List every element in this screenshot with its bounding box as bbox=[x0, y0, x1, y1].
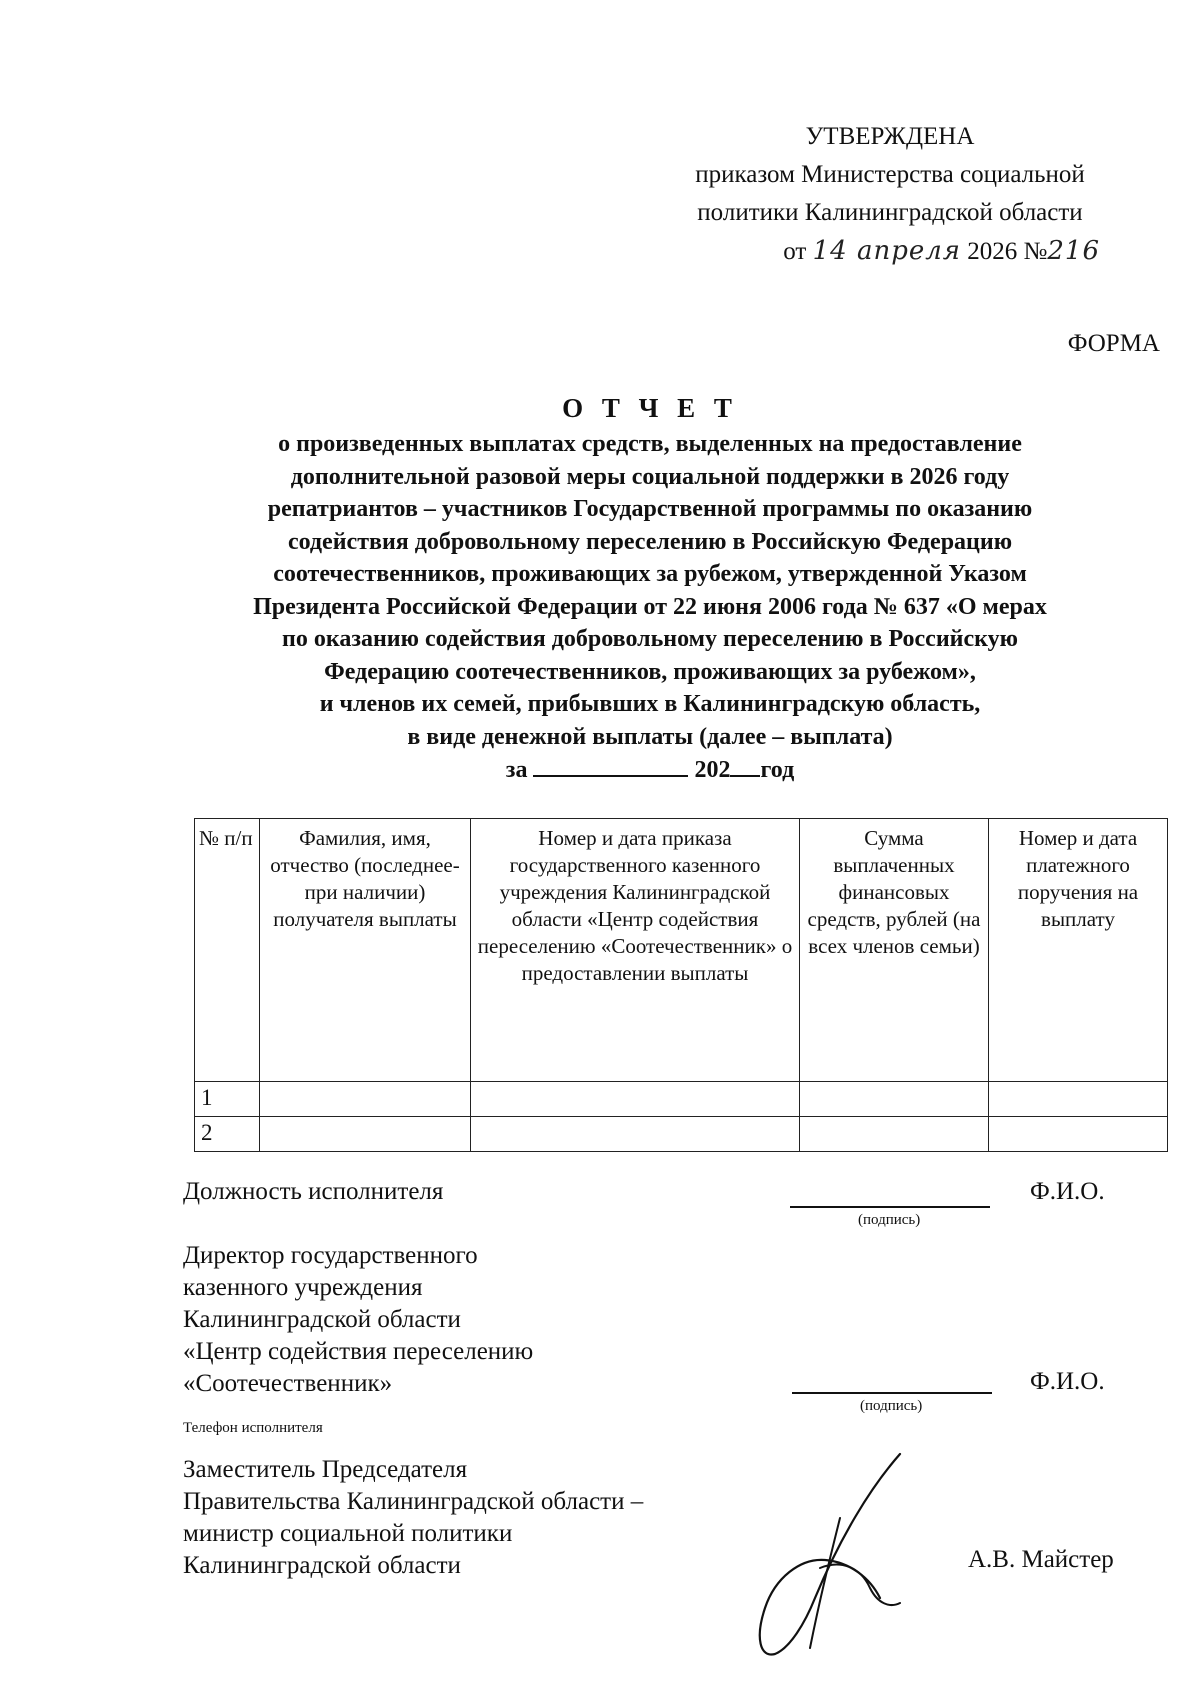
header-number: № п/п bbox=[195, 819, 260, 1082]
period-suffix: год bbox=[760, 757, 795, 783]
period-prefix: за bbox=[505, 757, 528, 783]
approval-heading: УТВЕРЖДЕНА bbox=[805, 123, 975, 150]
executor-position: Должность исполнителя bbox=[183, 1178, 444, 1205]
director-signature-caption: (подпись) bbox=[860, 1398, 923, 1414]
director-block bbox=[183, 1240, 533, 1400]
table-cell bbox=[800, 1117, 989, 1152]
header-payment-order: Номер и дата платежного поручения на выплату bbox=[989, 819, 1168, 1082]
handwritten-signature-icon bbox=[720, 1448, 920, 1658]
director-fio: Ф.И.О. bbox=[1030, 1368, 1105, 1395]
approval-year: 2026 bbox=[967, 238, 1018, 265]
approval-line-2: политики Калининградской области bbox=[697, 199, 1083, 226]
report-table bbox=[194, 818, 1168, 1152]
deputy-block bbox=[183, 1454, 643, 1582]
report-line: репатриантов – участников Государственной программы по оказанию bbox=[267, 496, 1033, 522]
number-sign: № bbox=[1023, 238, 1048, 265]
date-prefix: от bbox=[783, 238, 807, 265]
deputy-line: министр социальной политики bbox=[183, 1520, 513, 1547]
executor-signature-line bbox=[790, 1206, 990, 1208]
report-line: в виде денежной выплаты (далее – выплата) bbox=[407, 723, 893, 750]
header-order-number-date: Номер и дата приказа государственного казенного учреждения Калининградской области «Центр содействия переселению «Соотечественник» о предоставлении выплаты bbox=[471, 819, 800, 1082]
director-line: Калининградской области bbox=[183, 1306, 461, 1333]
executor-signature-caption: (подпись) bbox=[858, 1212, 921, 1228]
table-cell bbox=[989, 1082, 1168, 1117]
table-cell bbox=[260, 1117, 471, 1152]
period-year-blank bbox=[730, 753, 760, 777]
report-line: по оказанию содействия добровольному переселению в Российскую bbox=[282, 626, 1018, 652]
table-cell: 1 bbox=[195, 1082, 260, 1117]
table-cell bbox=[800, 1082, 989, 1117]
signer-name: А.В. Майстер bbox=[968, 1546, 1114, 1573]
report-line: соотечественников, проживающих за рубежом, утвержденной Указом bbox=[273, 561, 1027, 587]
period-blank bbox=[533, 753, 688, 777]
report-line: дополнительной разовой меры социальной поддержки в 2026 году bbox=[290, 463, 1010, 490]
report-line: о произведенных выплатах средств, выделенных на предоставление bbox=[278, 431, 1022, 457]
director-line: «Соотечественник» bbox=[183, 1370, 393, 1397]
table-header-row bbox=[195, 819, 1168, 1082]
deputy-line: Заместитель Председателя bbox=[183, 1456, 468, 1483]
approval-line-1: приказом Министерства социальной bbox=[695, 161, 1085, 188]
table-row bbox=[195, 1117, 1168, 1152]
report-line: Федерацию соотечественников, проживающих за рубежом», bbox=[324, 658, 976, 685]
director-signature-line bbox=[792, 1392, 992, 1394]
deputy-line: Правительства Калининградской области – bbox=[183, 1488, 644, 1515]
report-line: и членов их семей, прибывших в Калининградскую область, bbox=[319, 691, 981, 717]
report-title: О Т Ч Е Т bbox=[562, 393, 738, 423]
report-subtitle bbox=[150, 428, 1150, 787]
report-line: содействия добровольному переселению в Российскую Федерацию bbox=[287, 528, 1013, 555]
table-cell: 2 bbox=[195, 1117, 260, 1152]
report-line: Президента Российской Федерации от 22 июня 2006 года № 637 «О мерах bbox=[253, 593, 1047, 620]
executor-fio: Ф.И.О. bbox=[1030, 1178, 1105, 1205]
header-amount: Сумма выплаченных финансовых средств, рублей (на всех членов семьи) bbox=[800, 819, 989, 1082]
header-recipient-name: Фамилия, имя, отчество (последнее- при наличии) получателя выплаты bbox=[260, 819, 471, 1082]
phone-label: Телефон исполнителя bbox=[183, 1420, 323, 1436]
handwritten-number: 216 bbox=[1047, 236, 1100, 266]
table-cell bbox=[471, 1117, 800, 1152]
table-cell bbox=[260, 1082, 471, 1117]
director-line: казенного учреждения bbox=[183, 1274, 423, 1301]
table-row bbox=[195, 1082, 1168, 1117]
director-line: «Центр содействия переселению bbox=[183, 1338, 534, 1365]
period-year: 202 bbox=[694, 757, 731, 783]
director-line: Директор государственного bbox=[183, 1242, 478, 1269]
table-cell bbox=[989, 1117, 1168, 1152]
approval-date-line bbox=[660, 232, 1120, 271]
form-label: ФОРМА bbox=[1067, 330, 1160, 357]
report-period bbox=[150, 753, 1150, 787]
handwritten-date: 14 апреля bbox=[812, 236, 961, 266]
approval-block bbox=[660, 118, 1120, 271]
deputy-line: Калининградской области bbox=[183, 1552, 461, 1579]
table-cell bbox=[471, 1082, 800, 1117]
